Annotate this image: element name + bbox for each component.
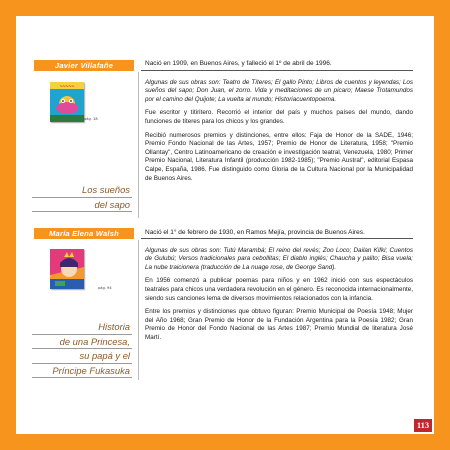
svg-text:~~~~~: ~~~~~	[59, 84, 75, 90]
author-works: Algunas de sus obras son: Teatro de Títeres; El gallo Pinto; Libros de cuentos y leyendas; Los sueños del sapo; Don Juan, el zorro. Vida y meditaciones de un picaro; Maese Trotamundos por el camino del Quijote; La vuelta al mundo; Historiacuentopoema.	[145, 78, 413, 103]
author-text-walsh	[145, 229, 413, 348]
cover-illustration	[50, 82, 84, 122]
author-intro: Nació el 1° de febrero de 1930, en Ramos Mejía, provincia de Buenos Aires.	[145, 229, 365, 236]
book-cover-los-suenos-del-sapo	[50, 82, 84, 122]
author-bio: Fue escritor y titiritero. Recorrió el interior del país y muchos países del mundo, dando funciones de títeres para los chicos y los grandes.	[145, 109, 413, 125]
column-separator	[138, 72, 139, 218]
author-name-walsh: María Elena Walsh	[34, 228, 134, 239]
cover-caption: pág. 18	[84, 117, 98, 121]
author-text-villafane	[145, 60, 413, 188]
book-title-historia-de-una-princesa: Historia de una Princesa, su papá y el Príncipe Fukasuka	[32, 320, 132, 378]
column-separator	[138, 240, 139, 380]
cover-caption: pág. 94	[98, 286, 112, 290]
author-bio: En 1956 comenzó a publicar poemas para niños y en 1962 inició con sus espectáculos teatrales para chicos una verdadera revolución en el género. Es reconocida internacionalmente, siendo sus canciones lema de diversos movimientos relacionados con la infancia.	[145, 277, 413, 302]
book-cover-historia-de-una-princesa	[50, 249, 84, 289]
author-name-villafane: Javier Villafañe	[34, 60, 134, 71]
author-intro: Nació en 1909, en Buenos Aires, y falleció el 1º de abril de 1996.	[145, 60, 332, 67]
book-title-los-suenos-del-sapo: Los sueños del sapo	[32, 183, 132, 212]
cover-illustration	[50, 249, 84, 289]
author-works: Algunas de sus obras son: Tutú Marambá; El reino del revés; Zoo Loco; Dailan Kifki; Cuentos de Gulubú; Versos tradicionales para cebollitas; El diablo inglés; Chaucha y palito; Bisa vuela; La nube traicionera (traducción de La nuage rose, de George Sand).	[145, 246, 413, 271]
author-awards: Entre los premios y distinciones que obtuvo figuran: Premio Municipal de Poesía 1948; Mujer del Año 1968; Gran Premio de Honor de la Fundación Argentina para la Poesía 1982; Gran Premio de Honor del Fondo Nacional de las Artes 1987; Premio Mundial de literatura José Martí.	[145, 308, 413, 341]
page-number: 113	[414, 419, 432, 432]
author-awards: Recibió numerosos premios y distinciones, entre ellos: Faja de Honor de la SADE, 1946; Premio Fondo Nacional de las Artes, 1957; Premio de Honor de Literatura, 1958; "Premio Ollantay", Centro Latinoamericano de creación e investigación teatral, Venezuela, 1980; Primer Premio Nacional, Literatura Infantil (producción 1982-1985); "Premio Austral", editorial Espasa Calpe, España, 1986. Fue distinguido como Gloria de la Cultura Nacional por la Municipalidad de Buenos Aires.	[145, 131, 413, 182]
